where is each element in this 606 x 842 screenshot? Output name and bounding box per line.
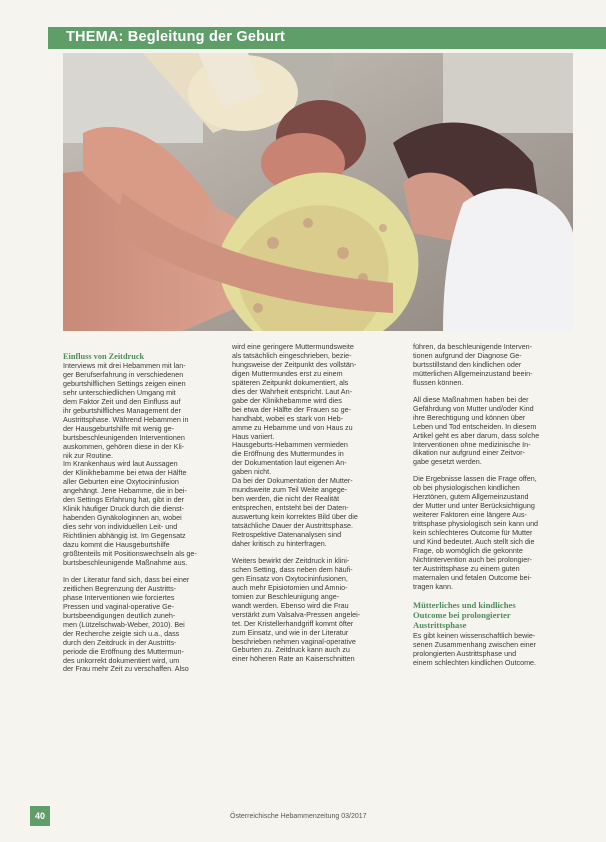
birth-photo [63,53,573,331]
column-2 [232,343,400,672]
paragraph: wird eine geringere Muttermundsweite als tatsächlich eingeschrieben, bezie- hungsweise der Zeitpunkt des vollstän- digen Muttermundes erst zu einem späteren Zeitpunkt dokumentiert, als dies der Wahrheit entspricht. Laut An- gabe der Klinikhebamme wird dies bei etwa der Hälfte der Frauen so ge- handhabt, wobei es stark von Heb- amme zu Hebamme und von Haus zu Haus variiert. Hausgeburts-Hebammen vermieden die Eröffnung des Muttermundes in der Dokumentation laut eigenen An- gaben nicht. Da bei der Dokumentation der Mutter- mundsweite zum Teil Weite angege- ben werden, die nicht der Realität entsprechen, entsteht bei der Daten- auswertung kein korrektes Bild über die tatsächliche Dauer der Austrittsphase. Retrospektive Datenanalysen sind daher kritisch zu hinterfragen. [232,342,358,548]
paragraph: Interviews mit drei Hebammen mit lan- ger Berufserfahrung in verschiedenen geburtshilflichen Settings zeigen einen sehr unterschiedlichen Umgang mit dem Faktor Zeit und den Einfluss auf ihr geburtshilfliches Management der Austrittsphase. Während Hebammen in der Hausgeburtshilfe mit wenig ge- burtsbeschleunigenden Interventionen auskommen, gehören diese in der Kli- nik zur Routine. Im Krankenhaus wird laut Aussagen der Klinikhebamme bei etwa der Hälfte aller Geburten eine Oxytocininfusion angehängt. Jene Hebamme, die in bei- den Settings Erfahrung hat, gibt in der Klinik häufiger Druck durch die dienst- habenden Gynäkologinnen an, wobei dies sehr von individuellen Leit- und Richtlinien abhängig ist. Im Gegensatz dazu kommt die Hausgeburtshilfe größtenteils mit Positionswechseln als ge- burtsbeschleunigende Maßnahme aus. [63,361,197,567]
paragraph: In der Literatur fand sich, dass bei einer zeitlichen Begrenzung der Austritts- phase Interventionen wie forciertes Pressen und vaginal-operative Ge- burtsbeendigungen deutlich zuneh- men (Lützelschwab-Weber, 2010). Bei der Recherche zeigte sich u.a., dass durch den Zeitdruck in der Austritts- periode die Eröffnung des Muttermun- des unkorrekt dokumentiert wird, um der Frau mehr Zeit zu verschaffen. Also [63,574,190,674]
paragraph: Weiters bewirkt der Zeitdruck in klini- schen Setting, dass neben dem häufi- gen Einsatz von Oxytocininfusionen, auch mehr Episiotomien und Amnio- tomien zur Beschleunigung ange- wandt werden. Ebenso wird die Frau verstärkt zum Valsalva-Pressen angelei- tet. Der Kristellerhandgriff kommt öfter zum Einsatz, und wie in der Literatur beschrieben nehmen vaginal-operative Geburten zu. Zeitdruck kann auch zu einer höheren Rate an Kaiserschnitten [232,555,361,664]
paragraph: All diese Maßnahmen haben bei der Gefährdung von Mutter und/oder Kind ihre Berechtigung und können über Leben und Tod entscheiden. In diesem Artikel geht es aber darum, dass solche Interventionen ohne medizinische In- dikation nur aufgrund einer Zeitvor- gabe gesetzt werden. [413,394,540,467]
column-1 [63,352,223,682]
page-number: 40 [30,806,50,826]
column-3 [413,343,573,676]
birth-photo-illustration [63,53,573,331]
subheading-time-pressure: Einfluss von Zeitdruck [63,352,145,361]
paragraph: Die Ergebnisse lassen die Frage offen, ob bei physiologischen kindlichen Herztönen, gutem Allgemeinzustand der Mutter und unter Berücksichtigung weiterer Faktoren eine längere Aus- trittsphase physiologisch sein kann und kein schlechteres Outcome für Mutter und Kind bedeutet. Auch stellt sich die Frage, ob womöglich die gekonnte Nichtintervention auch bei prolongier- ter Austrittsphase zu einem guten maternalen und fetalen Outcome bei- tragen kann. [413,474,539,591]
subheading-outcome: Mütterliches und kindliches Outcome bei prolongierter Austrittsphase [413,599,516,630]
section-banner [48,27,606,49]
paragraph: Es gibt keinen wissenschaftlich bewie- senen Zusammenhang zwischen einer prolongierten Austrittsphase und einem schlechten kindlichen Outcome. [413,630,537,667]
paragraph: führen, da beschleunigende Interven- tionen aufgrund der Diagnose Ge- burtsstillstand den kindlichen oder mütterlichen Allgemeinzustand beein- flussen können. [413,342,533,387]
section-title: THEMA: Begleitung der Geburt [66,29,286,45]
journal-footer: Österreichische Hebammenzeitung 03/2017 [230,813,367,820]
